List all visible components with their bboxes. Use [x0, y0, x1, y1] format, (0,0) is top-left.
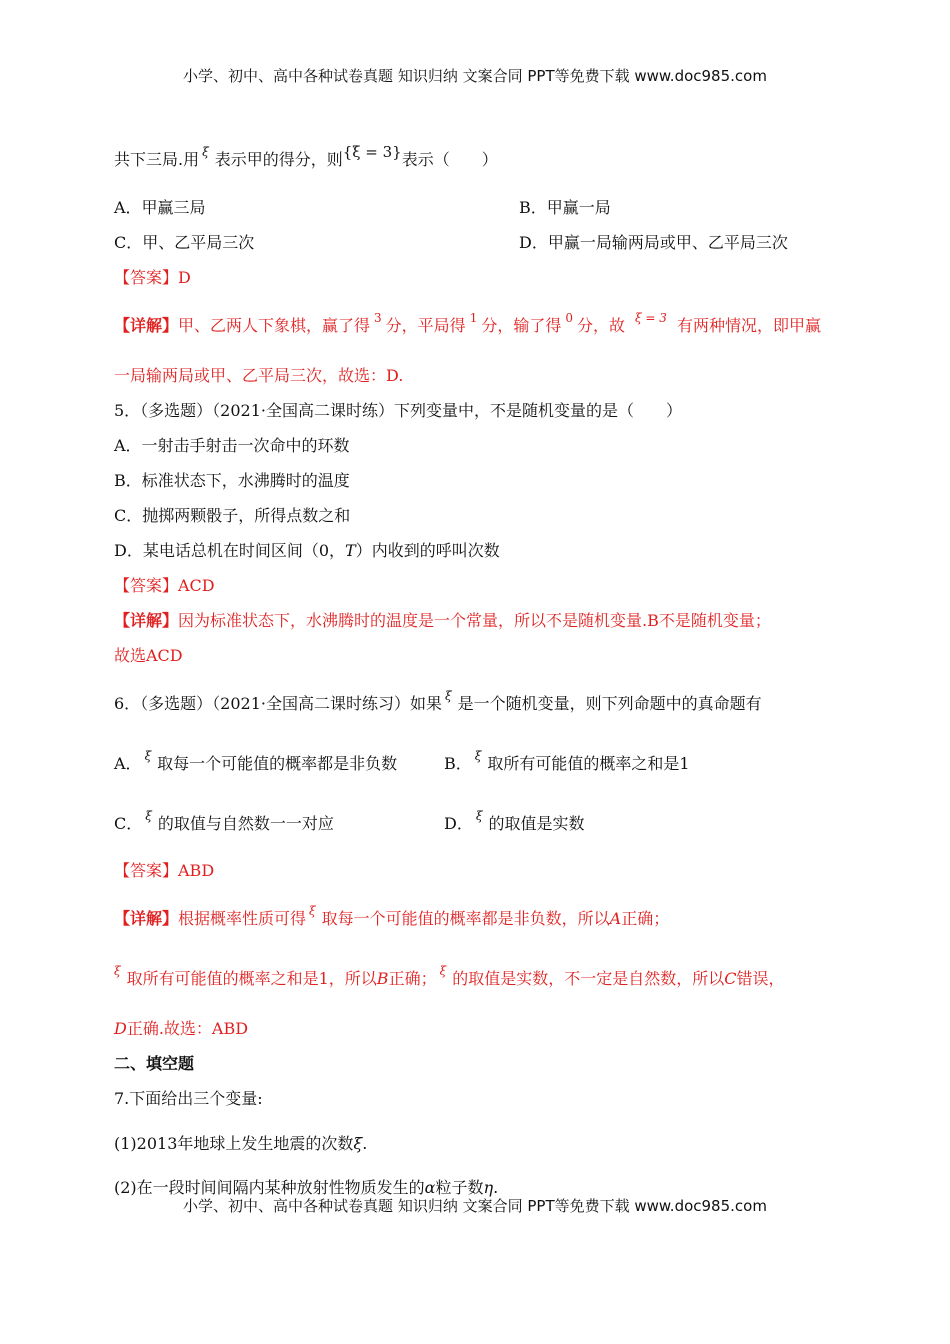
q7-stem: 7.下面给出三个变量: — [114, 1089, 263, 1108]
q6-option-b: B． $^\xi$ 取所有可能值的概率之和是1 — [444, 749, 690, 773]
xi-symbol: ξ — [202, 145, 209, 159]
page-footer: 小学、初中、高中各种试卷真题 知识归纳 文案合同 PPT等免费下载 www.doc985.com — [183, 1197, 767, 1215]
q6-stem: 6．（多选题）（2021·全国高二课时练习）如果 $^\xi$ 是一个随机变量，则下列命题中的真命题有 — [114, 689, 762, 713]
q4-stem: 共下三局.用 $^\xi$ 表示甲的得分，则{ξ = 3}表示（ ） — [114, 143, 498, 169]
q7-item-1: (1)2013年地球上发生地震的次数ξ. — [114, 1134, 368, 1153]
q5-option-d: D．某电话总机在时间区间（0，T）内收到的呼叫次数 — [114, 541, 500, 560]
q6-detail-line1: 【详解】根据概率性质可得 $^\xi$ 取每一个可能值的概率都是非负数，所以A正确； — [114, 904, 670, 928]
q4-option-c: C．甲、乙平局三次 — [114, 233, 255, 252]
q4-option-a: A．甲赢三局 — [114, 198, 206, 217]
q5-option-a: A．一射击手射击一次命中的环数 — [114, 436, 350, 455]
q6-option-c: C． $^\xi$ 的取值与自然数一一对应 — [114, 809, 334, 833]
q6-answer: 【答案】ABD — [114, 861, 215, 880]
q5-detail-line2: 故选ACD — [114, 646, 183, 665]
q4-answer: 【答案】D — [114, 268, 191, 287]
q4-detail-line2: 一局输两局或甲、乙平局三次，故选：D. — [114, 366, 404, 385]
q6-option-a: A． $^\xi$ 取每一个可能值的概率都是非负数 — [114, 749, 398, 773]
q4-option-d: D．甲赢一局输两局或甲、乙平局三次 — [519, 233, 788, 252]
event-xi-eq-3: {ξ = 3} — [342, 143, 402, 161]
q4-detail-line1: 【详解】甲、乙两人下象棋，赢了得 $^3$ 分，平局得 $^1$ 分，输了得 $^0$ 分，故 $^{\xi = 3}$ 有两种情况，即甲赢 — [114, 311, 821, 335]
q6-detail-line2: $^\xi$ 取所有可能值的概率之和是1，所以B正确； $^\xi$ 的取值是实数，不一定是自然数，所以C错误， — [114, 964, 785, 988]
page-header: 小学、初中、高中各种试卷真题 知识归纳 文案合同 PPT等免费下载 www.doc985.com — [183, 67, 767, 85]
section-title-fill-in: 二、填空题 — [114, 1054, 195, 1073]
q5-option-c: C．抛掷两颗骰子，所得点数之和 — [114, 506, 351, 525]
q5-detail-line1: 【详解】因为标准状态下，水沸腾时的温度是一个常量，所以不是随机变量.B不是随机变量； — [114, 611, 771, 630]
q5-option-b: B．标准状态下，水沸腾时的温度 — [114, 471, 350, 490]
q5-stem: 5．（多选题）（2021·全国高二课时练）下列变量中，不是随机变量的是（ ） — [114, 401, 682, 420]
q6-option-d: D． $^\xi$ 的取值是实数 — [444, 809, 585, 833]
q6-detail-line3: D正确.故选：ABD — [114, 1019, 249, 1038]
q5-answer: 【答案】ACD — [114, 576, 215, 595]
q4-option-b: B．甲赢一局 — [519, 198, 611, 217]
q7-item-2: (2)在一段时间间隔内某种放射性物质发生的α粒子数η. — [114, 1178, 499, 1197]
